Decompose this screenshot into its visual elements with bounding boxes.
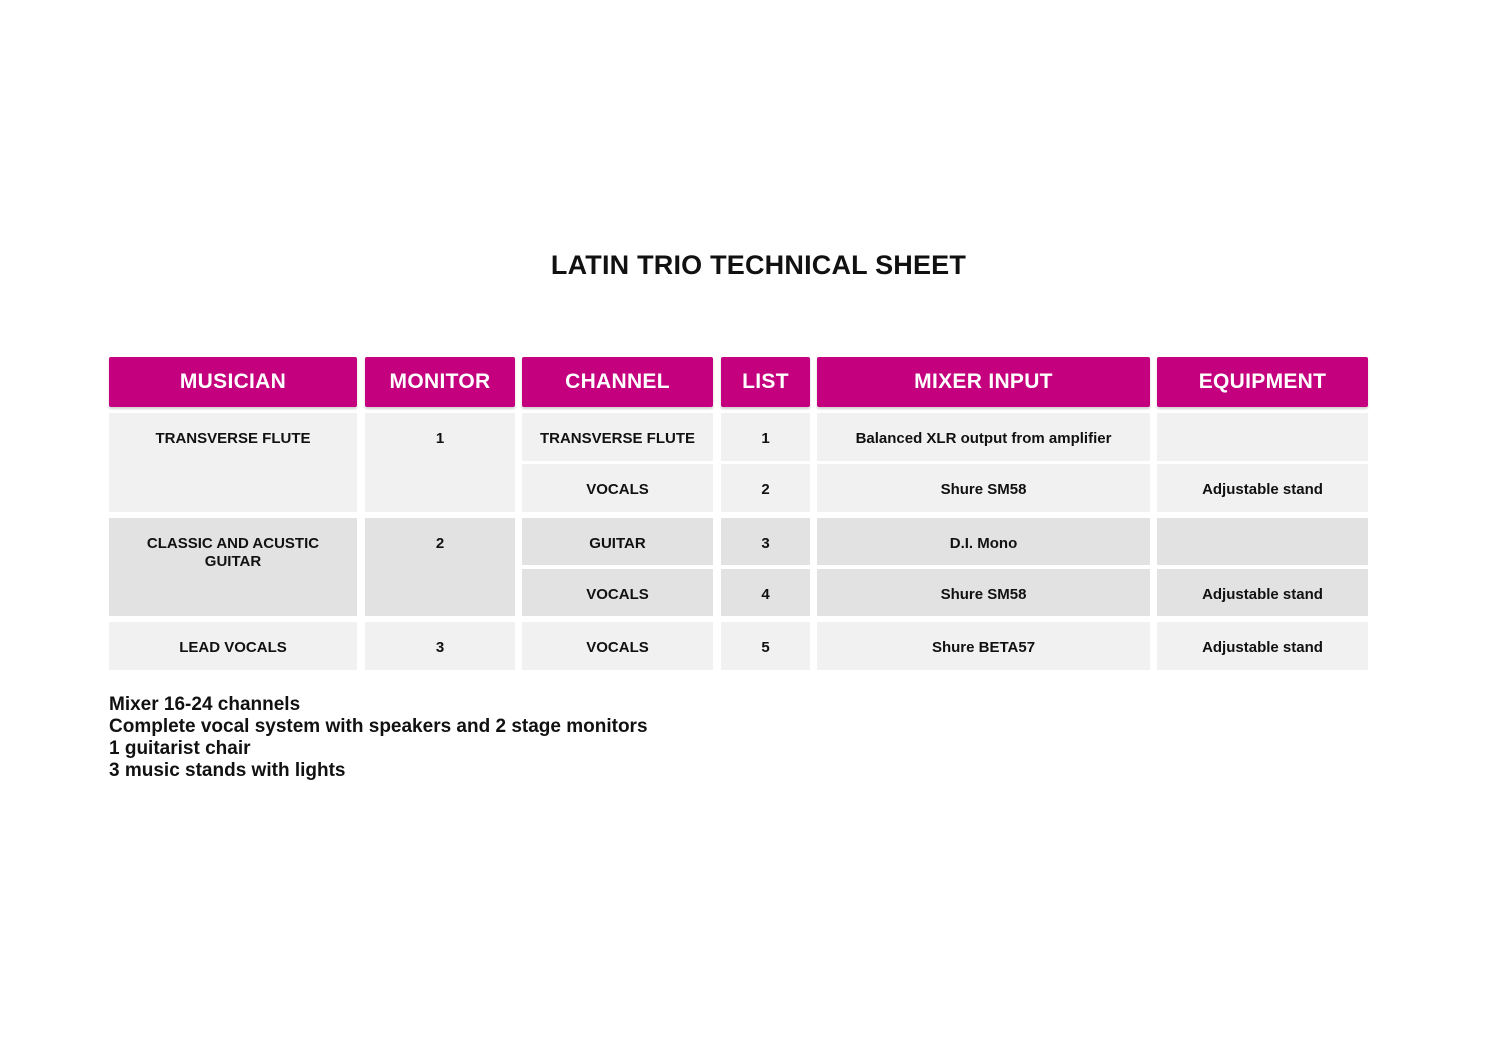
list-cell: 3: [721, 518, 810, 565]
note-item: Complete vocal system with speakers and 2 stage monitors: [109, 716, 648, 737]
equipment-cell: Adjustable stand: [1157, 569, 1368, 616]
notes-list: [109, 694, 648, 782]
note-item: 1 guitarist chair: [109, 738, 251, 759]
header-channel: CHANNEL: [522, 357, 713, 407]
monitor-cell: 3: [365, 622, 515, 670]
monitor-cell: 2: [365, 518, 515, 616]
channel-cell: VOCALS: [522, 464, 713, 512]
channel-cell: VOCALS: [522, 622, 713, 670]
equipment-cell: Adjustable stand: [1157, 464, 1368, 512]
list-cell: 1: [721, 413, 810, 461]
header-mixer-input: MIXER INPUT: [817, 357, 1150, 407]
list-cell: 2: [721, 464, 810, 512]
mixer-input-cell: D.I. Mono: [817, 518, 1150, 565]
musician-cell: CLASSIC AND ACUSTIC GUITAR: [109, 518, 357, 616]
channel-cell: VOCALS: [522, 569, 713, 616]
channel-cell: TRANSVERSE FLUTE: [522, 413, 713, 461]
channel-cell: GUITAR: [522, 518, 713, 565]
mixer-input-cell: Shure SM58: [817, 569, 1150, 616]
equipment-cell: Adjustable stand: [1157, 622, 1368, 670]
musician-cell: LEAD VOCALS: [109, 622, 357, 670]
equipment-cell: [1157, 413, 1368, 461]
mixer-input-cell: Shure SM58: [817, 464, 1150, 512]
header-list: LIST: [721, 357, 810, 407]
equipment-cell: [1157, 518, 1368, 565]
note-item: 3 music stands with lights: [109, 760, 346, 781]
list-cell: 4: [721, 569, 810, 616]
list-cell: 5: [721, 622, 810, 670]
header-musician: MUSICIAN: [109, 357, 357, 407]
header-monitor: MONITOR: [365, 357, 515, 407]
page-title: LATIN TRIO TECHNICAL SHEET: [550, 250, 967, 280]
mixer-input-cell: Shure BETA57: [817, 622, 1150, 670]
mixer-input-cell: Balanced XLR output from amplifier: [817, 413, 1150, 461]
monitor-cell: 1: [365, 413, 515, 512]
note-item: Mixer 16-24 channels: [109, 694, 301, 715]
musician-cell: TRANSVERSE FLUTE: [109, 413, 357, 512]
header-equipment: EQUIPMENT: [1157, 357, 1368, 407]
